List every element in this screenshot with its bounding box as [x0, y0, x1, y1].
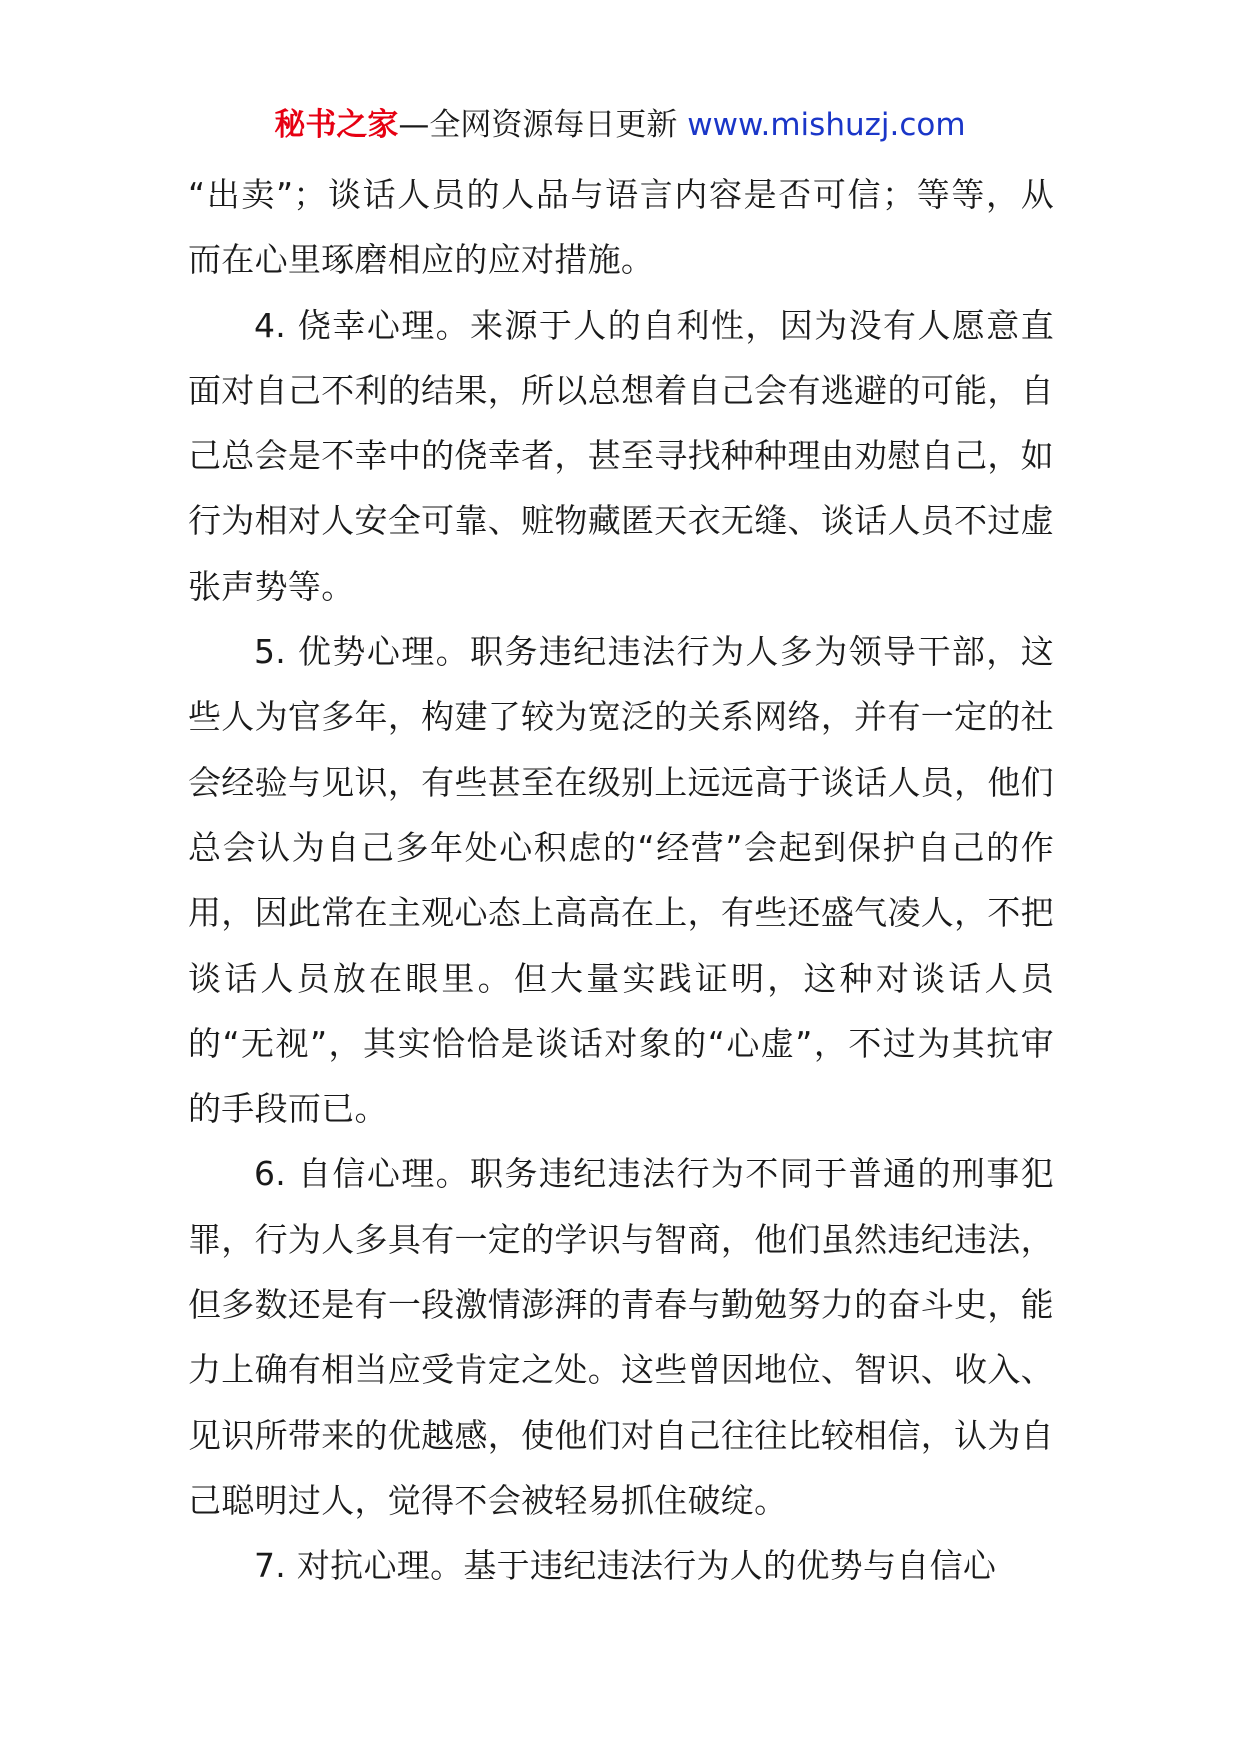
header-tagline: —全网资源每日更新 [398, 107, 688, 143]
paragraph-item-7: 7. 对抗心理。基于违纪违法行为人的优势与自信心 [254, 1546, 997, 1586]
paragraph-continuation: “出卖”；谈话人员的人品与语言内容是否可信；等等，从而在心里琢磨相应的应对措施。 [188, 175, 1054, 280]
paragraph-item-6: 6. 自信心理。职务违纪违法行为不同于普通的刑事犯罪，行为人多具有一定的学识与智商，他们虽然违纪违法，但多数还是有一段激情澎湃的青春与勤勉努力的奋斗史，能力上确有相当应受肯定之处。这些曾因地位、智识、收入、见识所带来的优越感，使他们对自己往往比较相信，认为自己聪明过人，觉得不会被轻易抓住破绽。 [188, 1154, 1054, 1520]
brand-name: 秘书之家 [274, 107, 399, 143]
paragraph-item-5: 5. 优势心理。职务违纪违法行为人多为领导干部，这些人为官多年，构建了较为宽泛的关系网络，并有一定的社会经验与见识，有些甚至在级别上远远高于谈话人员，他们总会认为自己多年处心积虑的“经营”会起到保护自己的作用，因此常在主观心态上高高在上，有些还盛气凌人，不把谈话人员放在眼里。但大量实践证明，这种对谈话人员的“无视”，其实恰恰是谈话对象的“心虚”，不过为其抗审的手段而已。 [188, 632, 1054, 1129]
document-body [188, 162, 1054, 1599]
page-header [0, 100, 1240, 150]
site-url-link[interactable]: www.mishuzj.com [687, 107, 966, 143]
paragraph-item-4: 4. 侥幸心理。来源于人的自利性，因为没有人愿意直面对自己不利的结果，所以总想着自己会有逃避的可能，自己总会是不幸中的侥幸者，甚至寻找种种理由劝慰自己，如行为相对人安全可靠、赃物藏匿天衣无缝、谈话人员不过虚张声势等。 [188, 305, 1054, 606]
